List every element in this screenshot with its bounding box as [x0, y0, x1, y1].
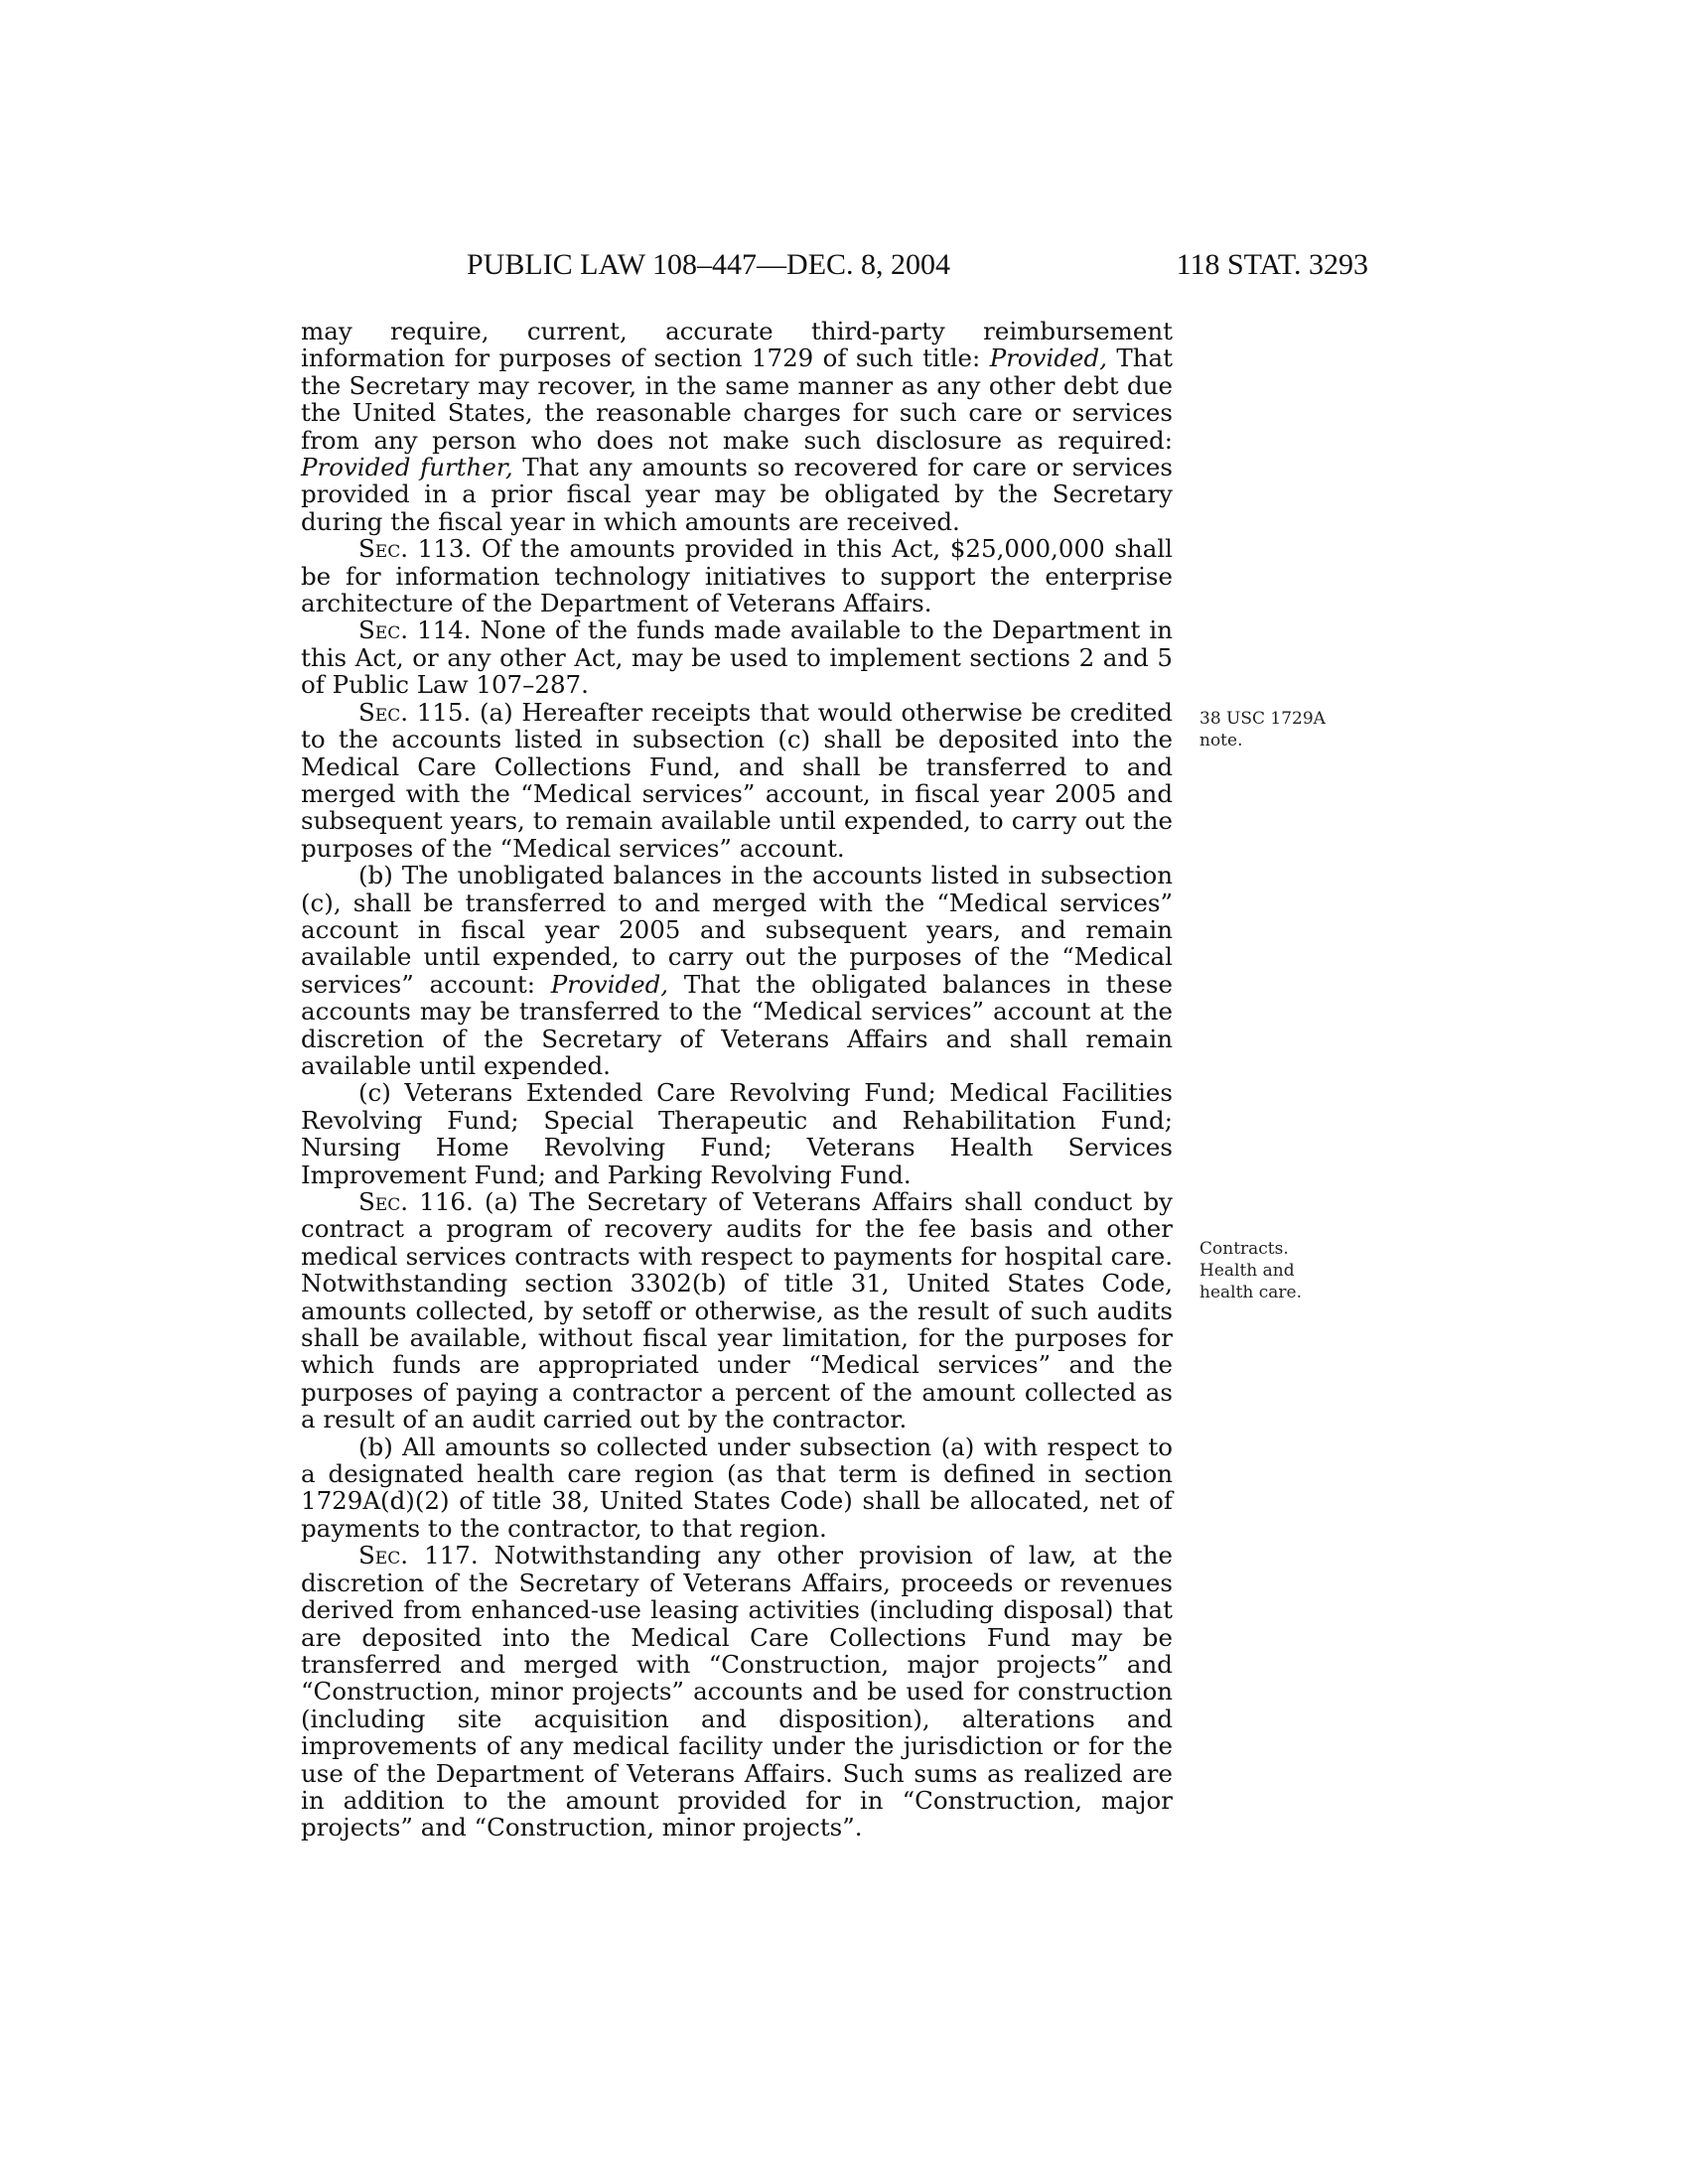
- body-text: [301, 318, 1173, 1842]
- paragraph-text: That any amounts so recovered for care or services provided in a prior fiscal year may be obligated by the Secretary during the fiscal year in which amounts are received.: [301, 453, 1173, 536]
- section-label: Sec.: [358, 1187, 408, 1216]
- section-label: Sec.: [358, 615, 408, 645]
- public-law-title: PUBLIC LAW 108–447—DEC. 8, 2004: [467, 248, 951, 281]
- section-115-a: [301, 699, 1173, 862]
- margin-note-line: health care.: [1199, 1283, 1303, 1302]
- paragraph-text: (b) The unobligated balances in the accounts listed in subsection (c), shall be transferred to and merged with the “Medical services” account in fiscal year 2005 and subsequent years, and remain available until expended, to carry out the purposes of the “Medical services” account:: [301, 861, 1173, 999]
- paragraph-text: may require, current, accurate third-party reimbursement information for purposes of section 1729 of such title:: [301, 317, 1173, 373]
- section-label: Sec.: [358, 534, 408, 564]
- section-114: [301, 616, 1173, 698]
- statute-page-number: 118 STAT. 3293: [1176, 248, 1368, 281]
- paragraph-text: 113. Of the amounts provided in this Act, $25,000,000 shall be for information technology initiatives to support the enterprise architecture of the Department of Veterans Affairs.: [301, 534, 1173, 618]
- paragraph-text: That the obligated balances in these accounts may be transferred to the “Medical services” account at the discretion of the Secretary of Veterans Affairs and shall remain available until expended.: [301, 969, 1173, 1080]
- margin-note-line: Contracts.: [1199, 1239, 1289, 1259]
- paragraph-text: 115. (a) Hereafter receipts that would otherwise be credited to the accounts listed in subsection (c) shall be deposited into the Medical Care Collections Fund, and shall be transferred to and merged with the “Medical services” account, in fiscal year 2005 and subsequent years, to remain available until expended, to carry out the purposes of the “Medical services” account.: [301, 697, 1173, 863]
- section-116-a: [301, 1188, 1173, 1433]
- section-113: [301, 535, 1173, 616]
- margin-note-line: Health and: [1199, 1261, 1295, 1281]
- paragraph-text: That the Secretary may recover, in the same manner as any other debt due the United States, the reasonable charges for such care or services from any person who does not make such disclosure as required:: [301, 343, 1173, 455]
- margin-note-usc: [1199, 708, 1348, 751]
- italic-provided: Provided,: [989, 343, 1107, 373]
- section-115-b: [301, 862, 1173, 1079]
- section-115-c: (c) Veterans Extended Care Revolving Fund; Medical Facilities Revolving Fund; Special Therapeutic and Rehabilitation Fund; Nursing Home Revolving Fund; Veterans Health Services Improvement Fund; and Parking Revolving Fund.: [301, 1078, 1173, 1189]
- margin-note-line: note.: [1199, 731, 1243, 751]
- section-label: Sec.: [358, 1541, 408, 1570]
- section-label: Sec.: [358, 697, 408, 727]
- italic-provided: Provided,: [550, 969, 669, 999]
- paragraph-text: 116. (a) The Secretary of Veterans Affairs shall conduct by contract a program of recovery audits for the fee basis and other medical services contracts with respect to payments for hospital care. Notwithstanding section 3302(b) of title 31, United States Code, amounts collected, by setoff or otherwise, as the result of such audits shall be available, without fiscal year limitation, for the purposes for which funds are appropriated under “Medical services” and the purposes of paying a contractor a percent of the amount collected as a result of an audit carried out by the contractor.: [301, 1187, 1173, 1434]
- paragraph-text: 117. Notwithstanding any other provision of law, at the discretion of the Secretary of Veterans Affairs, proceeds or revenues derived from enhanced-use leasing activities (including disposal) that are deposited into the Medical Care Collections Fund may be transferred and merged with “Construction, major projects” and “Construction, minor projects” accounts and be used for construction (including site acquisition and disposition), alterations and improvements of any medical facility under the jurisdiction or for the use of the Department of Veterans Affairs. Such sums as realized are in addition to the amount provided for in “Construction, major projects” and “Construction, minor projects”.: [301, 1541, 1173, 1843]
- paragraph-continuation: [301, 318, 1173, 535]
- section-116-b: (b) All amounts so collected under subsection (a) with respect to a designated health care region (as that term is defined in section 1729A(d)(2) of title 38, United States Code) shall be allocated, net of payments to the contractor, to that region.: [301, 1432, 1173, 1543]
- margin-note-line: 38 USC 1729A: [1199, 709, 1326, 729]
- section-117: [301, 1542, 1173, 1841]
- paragraph-text: 114. None of the funds made available to the Department in this Act, or any other Act, may be used to implement sections 2 and 5 of Public Law 107–287.: [301, 615, 1173, 700]
- italic-provided-further: Provided further,: [301, 453, 513, 482]
- margin-note-contracts: [1199, 1238, 1348, 1303]
